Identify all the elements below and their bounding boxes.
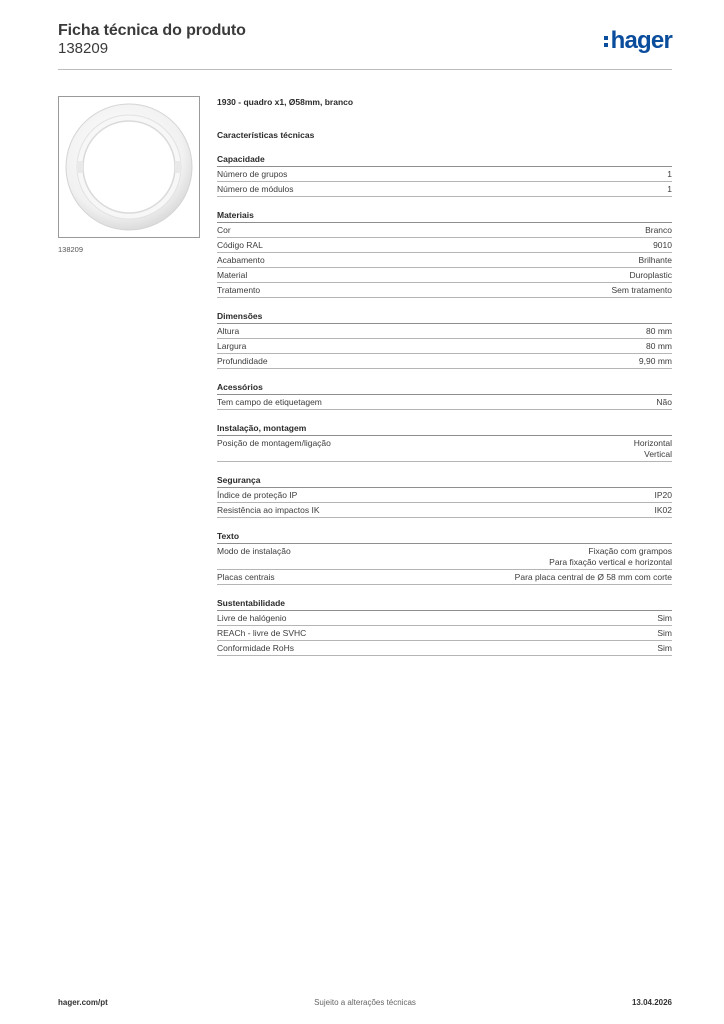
- spec-row: [217, 611, 672, 626]
- spec-value-line: 80 mm: [646, 341, 672, 351]
- spec-section-title: Acessórios: [217, 382, 672, 395]
- spec-value-line: Sem tratamento: [611, 285, 672, 295]
- spec-row: [217, 339, 672, 354]
- spec-value-line: 9010: [653, 240, 672, 250]
- spec-row: [217, 167, 672, 182]
- logo-text: hager: [610, 27, 672, 54]
- spec-sections: [217, 154, 672, 656]
- spec-row: [217, 324, 672, 339]
- spec-value-line: Horizontal: [633, 438, 672, 448]
- round-frame-icon: [59, 97, 199, 237]
- page-footer: [58, 998, 672, 1010]
- spec-section-title: Instalação, montagem: [217, 423, 672, 436]
- spec-row: [217, 436, 672, 462]
- spec-section: [217, 311, 672, 369]
- spec-value-line: 9,90 mm: [638, 356, 672, 366]
- spec-value: [645, 225, 672, 236]
- spec-row: [217, 238, 672, 253]
- spec-value: [657, 628, 672, 639]
- spec-label: Conformidade RoHs: [217, 643, 295, 653]
- spec-label: Modo de instalação: [217, 546, 291, 556]
- spec-row: [217, 182, 672, 197]
- spec-value: [667, 184, 672, 195]
- logo-dots-icon: [604, 34, 609, 48]
- spec-value: [612, 285, 672, 296]
- spec-value-line: Duroplastic: [629, 270, 672, 280]
- spec-label: Resistência ao impactos IK: [217, 505, 320, 515]
- spec-section: [217, 382, 672, 410]
- spec-label: Posição de montagem/ligação: [217, 438, 331, 448]
- spec-label: Código RAL: [217, 240, 263, 250]
- spec-section: [217, 475, 672, 518]
- spec-row: [217, 253, 672, 268]
- spec-row: [217, 283, 672, 298]
- spec-value: [634, 438, 672, 460]
- header-divider: [58, 69, 672, 70]
- spec-value: [655, 490, 673, 501]
- spec-value-line: Branco: [645, 225, 672, 235]
- spec-row: [217, 570, 672, 585]
- spec-section-title: Materiais: [217, 210, 672, 223]
- spec-value: [549, 546, 672, 568]
- spec-label: Altura: [217, 326, 240, 336]
- spec-row: [217, 395, 672, 410]
- spec-section-title: Capacidade: [217, 154, 672, 167]
- spec-section: [217, 598, 672, 656]
- spec-value-line: Fixação com grampos: [588, 546, 672, 556]
- document-product-code: 138209: [58, 40, 109, 57]
- spec-label: REACh - livre de SVHC: [217, 628, 307, 638]
- spec-label: Material: [217, 270, 248, 280]
- spec-value: [655, 505, 673, 516]
- spec-value-line: Para placa central de Ø 58 mm com corte: [514, 572, 672, 582]
- product-image: [58, 96, 200, 238]
- spec-row: [217, 626, 672, 641]
- spec-row: [217, 544, 672, 570]
- spec-value-line: IK02: [654, 505, 672, 515]
- spec-section-title: Dimensões: [217, 311, 672, 324]
- spec-value-line: Brilhante: [638, 255, 672, 265]
- spec-value: [515, 572, 672, 583]
- spec-value-line: Para fixação vertical e horizontal: [549, 557, 672, 567]
- spec-label: Índice de proteção IP: [217, 490, 298, 500]
- spec-label: Cor: [217, 225, 231, 235]
- spec-label: Número de módulos: [217, 184, 294, 194]
- spec-value-line: 1: [667, 184, 672, 194]
- spec-value: [653, 240, 672, 251]
- spec-row: [217, 354, 672, 369]
- page-header: [58, 20, 672, 70]
- hager-logo: [604, 29, 672, 53]
- spec-value-line: Sim: [657, 613, 672, 623]
- spec-label: Número de grupos: [217, 169, 288, 179]
- spec-label: Profundidade: [217, 356, 268, 366]
- footer-website: hager.com/pt: [58, 998, 108, 1007]
- spec-row: [217, 488, 672, 503]
- spec-section: [217, 531, 672, 585]
- spec-value-line: 1: [667, 169, 672, 179]
- spec-value: [629, 270, 672, 281]
- spec-section: [217, 423, 672, 462]
- footer-date: 13.04.2026: [631, 998, 672, 1007]
- image-caption: 138209: [58, 245, 84, 254]
- spec-row: [217, 503, 672, 518]
- spec-value-line: Vertical: [644, 449, 672, 459]
- spec-value: [646, 341, 672, 352]
- spec-label: Tem campo de etiquetagem: [217, 397, 322, 407]
- spec-section-title: Segurança: [217, 475, 672, 488]
- spec-label: Acabamento: [217, 255, 265, 265]
- spec-value-line: Sim: [657, 628, 672, 638]
- spec-section-title: Texto: [217, 531, 672, 544]
- spec-value: [657, 613, 672, 624]
- spec-value: [657, 643, 672, 654]
- spec-value: [646, 326, 672, 337]
- spec-label: Placas centrais: [217, 572, 275, 582]
- spec-label: Largura: [217, 341, 247, 351]
- spec-section: [217, 154, 672, 197]
- spec-section: [217, 210, 672, 298]
- spec-value: [656, 397, 672, 408]
- spec-row: [217, 223, 672, 238]
- spec-value: [638, 255, 672, 266]
- document-title: Ficha técnica do produto: [58, 22, 246, 39]
- spec-value-line: Não: [656, 397, 672, 407]
- technical-characteristics-title: Características técnicas: [217, 130, 315, 140]
- product-name: 1930 - quadro x1, Ø58mm, branco: [217, 97, 354, 107]
- footer-disclaimer: Sujeito a alterações técnicas: [314, 998, 416, 1007]
- spec-value-line: 80 mm: [646, 326, 672, 336]
- spec-value: [667, 169, 672, 180]
- spec-label: Livre de halógenio: [217, 613, 287, 623]
- spec-section-title: Sustentabilidade: [217, 598, 672, 611]
- spec-row: [217, 641, 672, 656]
- spec-value-line: Sim: [657, 643, 672, 653]
- spec-label: Tratamento: [217, 285, 261, 295]
- spec-value: [639, 356, 672, 367]
- spec-value-line: IP20: [654, 490, 672, 500]
- spec-row: [217, 268, 672, 283]
- specs-content: [217, 96, 672, 656]
